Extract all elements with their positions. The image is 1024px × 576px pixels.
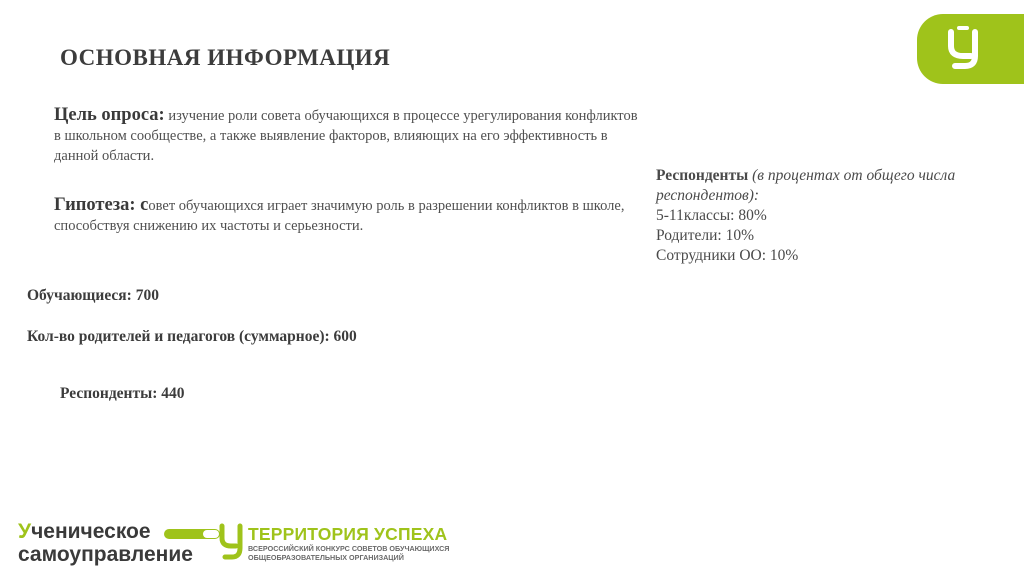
logo-line2: самоуправление <box>18 543 193 566</box>
survey-goal <box>54 105 644 166</box>
logo-line1: ченическое <box>31 520 151 543</box>
respondents-count: Респонденты: 440 <box>60 385 185 402</box>
survey-goal-label: Цель опроса: <box>54 105 165 125</box>
students-count: Обучающиеся: 700 <box>27 287 159 304</box>
hypothesis-text: овет обучающихся играет значимую роль в разрешении конфликтов в школе, способствуя снижению их частоты и серьезности. <box>54 198 625 234</box>
survey-goal-text: изучение роли совета обучающихся в процессе урегулирования конфликтов в школьном сообществе, а также выявление факторов, влияющих на его эффективность в данной области. <box>54 108 638 164</box>
u-letter-logo-icon <box>218 522 246 562</box>
logo2-subtitle-1: ВСЕРОССИЙСКИЙ КОНКУРС СОВЕТОВ ОБУЧАЮЩИХСЯ <box>248 544 450 553</box>
parents-teachers-count: Кол-во родителей и педагогов (суммарное): 600 <box>27 328 357 345</box>
respondents-breakdown <box>656 166 976 266</box>
respondents-note: (в процентах от общего числа респондентов): <box>656 167 956 204</box>
brand-badge <box>917 14 1024 84</box>
student-government-logo <box>18 520 208 568</box>
respondents-header: Респонденты <box>656 167 749 184</box>
hypothesis-label: Гипотеза: с <box>54 195 149 215</box>
toggle-pill-icon <box>164 529 220 539</box>
hypothesis <box>54 195 644 236</box>
logo2-title: ТЕРРИТОРИЯ УСПЕХА <box>248 524 448 544</box>
logo2-subtitle-2: ОБЩЕОБРАЗОВАТЕЛЬНЫХ ОРГАНИЗАЦИЙ <box>248 553 404 562</box>
respondents-line: Сотрудники ОО: 10% <box>656 247 799 264</box>
territory-of-success-logo <box>218 522 458 566</box>
respondents-line: 5-11классы: 80% <box>656 207 767 224</box>
respondents-line: Родители: 10% <box>656 227 754 244</box>
slide-title: ОСНОВНАЯ ИНФОРМАЦИЯ <box>60 45 391 70</box>
logo-initial: У <box>18 520 32 543</box>
u-letter-logo-icon <box>945 26 985 72</box>
